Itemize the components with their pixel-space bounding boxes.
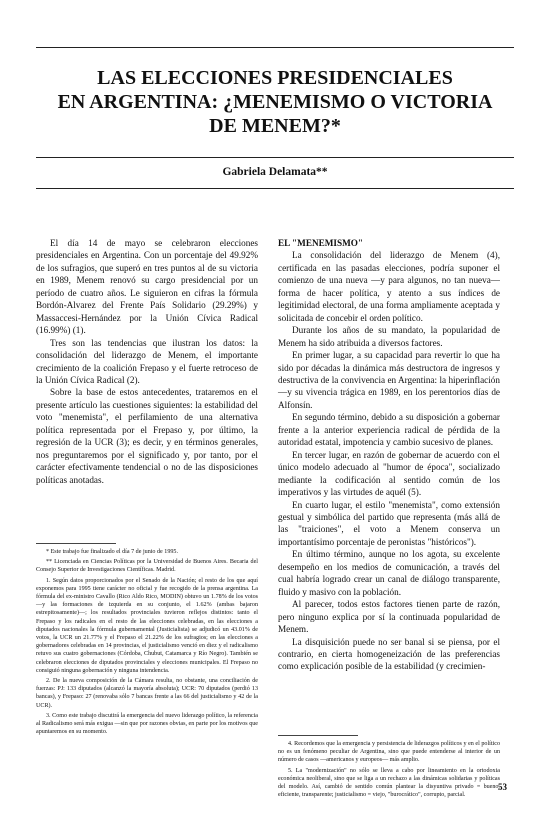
top-rule bbox=[36, 47, 514, 48]
author-rule bbox=[36, 188, 514, 189]
body-paragraph: En primer lugar, a su capacidad para revertir lo que ha sido por décadas la dinámica más destructora de ingresos y destructiva de la convivencia en Argentina: la hiperinflación —y su vivencia trágica en 1989, en los perentorios días de Alfonsín. bbox=[278, 350, 500, 410]
body-paragraph: En último término, aunque no los agota, su excelente desempeño en los medios de comunicación, a través del cual habría logrado crear un canal de diálogo transparente, fluido y masivo con la población. bbox=[278, 549, 500, 597]
footnote: ** Licenciada en Ciencias Políticas por la Universidad de Buenos Aires. Becaria del Consejo Superior de Investigaciones Científicas. Madrid. bbox=[36, 559, 258, 574]
footnote: 3. Como este trabajo discutirá la emergencia del nuevo liderazgo político, la referencia al Radicalismo será más exigua —sin que por razones obvias, en parte por los motivos que apuntaremos en su momento. bbox=[36, 712, 258, 736]
article-title bbox=[36, 66, 514, 138]
footnote: 5. La "modernización" no sólo se lleva a cabo por lineamiento en la ortodoxia económica neoliberal, sino que se liga a un rechazo a las dinámicas solidarias y políticas del modelo. Así, cambió de sentido común plantear la disyuntiva privado = bueno, eficiente, transparente; justicialismo = viejo, "burocrático", corrupto, parcial. bbox=[278, 767, 500, 799]
author-name: Gabriela Delamata** bbox=[222, 166, 328, 178]
body-paragraph: En tercer lugar, en razón de gobernar de acuerdo con el único modelo adecuado al "humor de época", socializado mediante la codificación al sentido común de los imperativos y las virtudes de aquél (5). bbox=[278, 449, 500, 498]
footnote: 4. Recordemos que la emergencia y persistencia de liderazgos políticos y en el político no es un fenómeno peculiar de Argentina, sino que puede entenderse al interior de un número de casos —americanos y europeos— más amplio. bbox=[278, 741, 500, 764]
title-line: EN ARGENTINA: ¿MENEMISMO O VICTORIA bbox=[57, 91, 493, 113]
title-line: LAS ELECCIONES PRESIDENCIALES bbox=[97, 67, 453, 89]
body-paragraph: Durante los años de su mandato, la popularidad de Menem ha sido atribuida a diversos factores. bbox=[278, 325, 500, 348]
footnote-rule bbox=[278, 735, 358, 736]
footnote: * Este trabajo fue finalizado el día 7 de junio de 1995. bbox=[46, 549, 178, 555]
right-column bbox=[278, 237, 500, 673]
footnote: 2. De la nueva composición de la Cámara resulta, no obstante, una conciliación de fuerzas: PJ: 133 diputados (alcanzó la mayoría absoluta); UCR: 70 diputados (perdió 13 bancas), y Frepaso: 27 (renovaba sólo 7 bancas frente a las 66 del justicialismo y 42 de la UCR). bbox=[36, 678, 258, 709]
body-paragraph: Al parecer, todos estos factores tienen parte de razón, pero ninguno explica por sí la continuada popularidad de Menem. bbox=[278, 599, 500, 635]
section-heading: EL "MENEMISMO" bbox=[278, 238, 363, 248]
body-paragraph: Sobre la base de estos antecedentes, trataremos en el presente artículo las cuestiones siguientes: la estabilidad del voto "menemista", el perfilamiento de una alternativa política representada por el Frepaso y, por último, la regresión de la UCR (3); es decir, y en términos generales, nos preguntaremos por el significado y, por tanto, por el carácter efectivamente tendencial o no de las disposiciones políticas anotadas. bbox=[36, 387, 258, 485]
body-paragraph: La disquisición puede no ser banal si se piensa, por el contrario, en cierta homogeneización de las preferencias como explicación posible de la estabilidad (y crecimien- bbox=[278, 636, 500, 672]
footnote: 1. Según datos proporcionados por el Senado de la Nación; el resto de los que aquí exponemos para 1995 tiene carácter no oficial y fue recogido de la prensa argentina. La fórmula del ex-ministro Cavallo (Rico Aldo Rico, MODIN) obtuvo un 1.78% de los votos —y las formaciones de izquierda en su conjunto, el 1.62% (ambas bajaron estrepitosamente)—; los resultados provinciales tuvieron reflejos distintos: tanto el Frepaso y los radicales en el resto de las elecciones celebradas, en las elecciones a diputados nacionales la fórmula gubernamental (Justicialista) se adjudicó un 43.01% de votos, la UCR un 21.77% y el Frepaso el 21.22% de los sufragios; en las elecciones a gobernadores celebradas en 14 provincias, el justicialismo venció en diez y el radicalismo retuvo sus cuatro gobernaciones (Córdoba, Chubut, Catamarca y Río Negro). También se celebraron elecciones de diputados provinciales y elecciones municipales. El Frepaso no consiguió ninguna gobernación y ninguna intendencia. bbox=[36, 577, 258, 674]
title-rule bbox=[36, 157, 514, 158]
body-paragraph: En segundo término, debido a su disposición a gobernar frente a la anterior experiencia radical de pérdida de la autoridad estatal, impotencia y cambio sucesivo de planes. bbox=[278, 412, 500, 448]
body-paragraph: Tres son las tendencias que ilustran los datos: la consolidación del liderazgo de Menem, el importante crecimiento de la coalición Frepaso y el fuerte retroceso de la Unión Cívica Radical (2). bbox=[36, 337, 258, 385]
footnotes-right bbox=[278, 740, 500, 801]
title-line: DE MENEM?* bbox=[209, 115, 341, 137]
page-number: 53 bbox=[498, 782, 507, 792]
body-paragraph: La consolidación del liderazgo de Menem (4), certificada en las pasadas elecciones, podría suponer el comienzo de una nueva —y para algunos, no tan nueva— forma de hacer política, y atento a sus índices de legitimidad electoral, de una forma ampliamente aceptada y solicitada de concebir el orden político. bbox=[278, 250, 500, 323]
footnotes-left bbox=[36, 548, 258, 738]
left-column bbox=[36, 237, 258, 486]
body-paragraph: En cuarto lugar, el estilo "menemista", como extensión gestual y simbólica del partido que representa (más allá de las "traiciones", el voto a Menem conserva un importantísimo porcentaje de peronistas "históricos"). bbox=[278, 499, 500, 547]
body-paragraph: El día 14 de mayo se celebraron elecciones presidenciales en Argentina. Con un porcentaje del 49.92% de los sufragios, que superó en tres puntos al de su victoria en 1989, Menem renovó su cargo presidencial por un período de cuatro años. Le siguieron en cifras la fórmula Bordón-Alvarez del Frente País Solidario (29.29%) y Massaccesi-Hernández por la Unión Cívica Radical (16.99%) (1). bbox=[36, 238, 258, 336]
footnote-rule bbox=[36, 543, 116, 544]
